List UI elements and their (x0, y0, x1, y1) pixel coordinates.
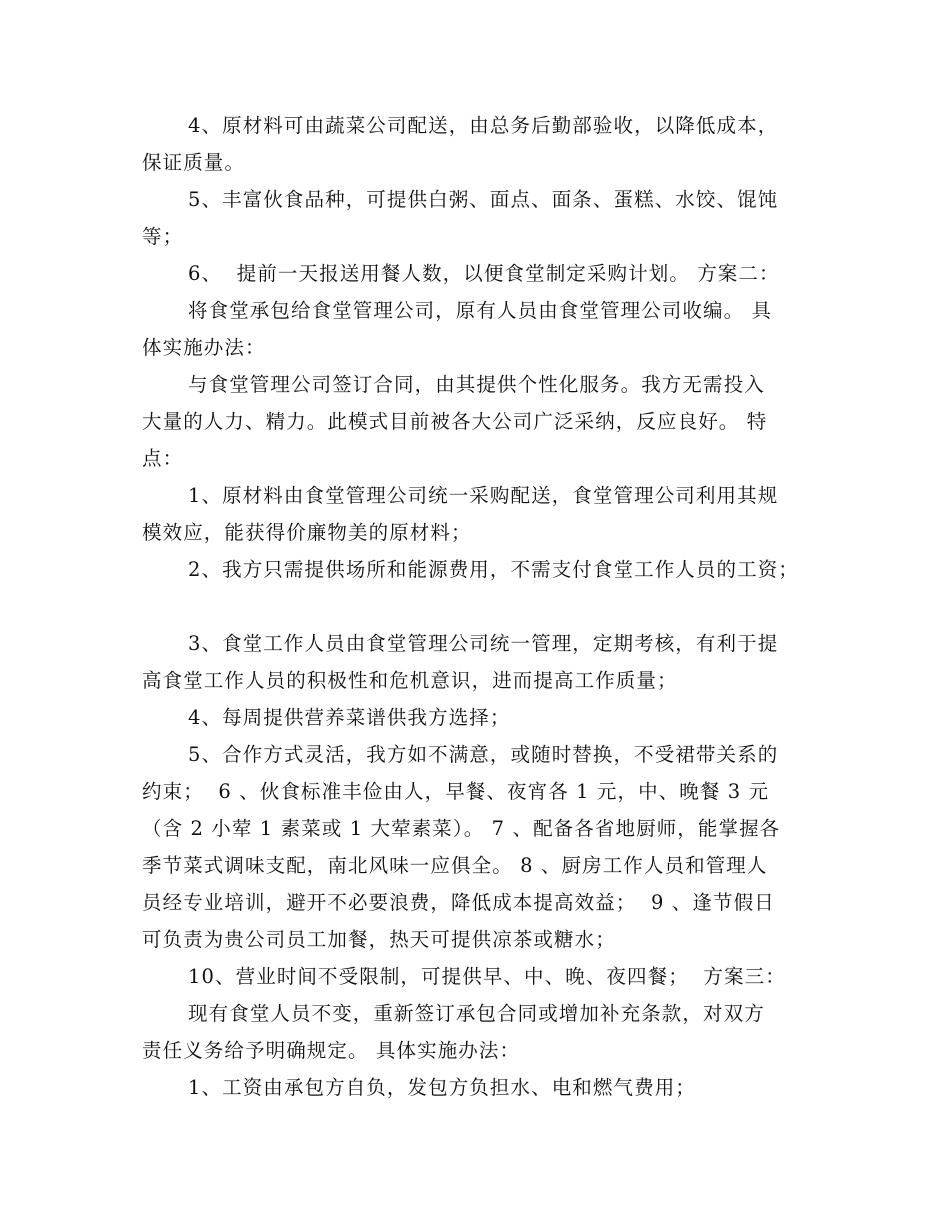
text-line: 季节菜式调味支配，南北风味一应俱全。 8 、厨房工作人员和管理人 (142, 854, 768, 877)
text-line: 4、每周提供营养菜谱供我方选择； (188, 706, 511, 729)
text-line: 体实施办法： (142, 336, 266, 359)
text-line: 5、丰富伙食品种，可提供白粥、面点、面条、蛋糕、水饺、馄饨 (188, 188, 779, 211)
text-line: 2、我方只需提供场所和能源费用，不需支付食堂工作人员的工资； (188, 558, 799, 581)
text-line: 6、 提前一天报送用餐人数，以便食堂制定采购计划。 方案二： (188, 262, 780, 285)
text-line: 模效应，能获得价廉物美的原材料； (142, 521, 472, 544)
text-line: 大量的人力、精力。此模式目前被各大公司广泛采纳，反应良好。 特 (142, 410, 768, 433)
text-line: 5、合作方式灵活，我方如不满意，或随时替换，不受裙带关系的 (188, 743, 779, 766)
text-line: 3、食堂工作人员由食堂管理公司统一管理，定期考核，有利于提 (188, 632, 779, 655)
text-line: 1、工资由承包方自负，发包方负担水、电和燃气费用； (188, 1076, 696, 1099)
text-line: 约束； 6 、伙食标准丰俭由人，早餐、夜宵各 1 元，中、晚餐 3 元 (142, 780, 770, 803)
text-line: 可负责为贵公司员工加餐，热天可提供凉茶或糖水； (142, 928, 616, 951)
text-line: （含 2 小荤 1 素菜或 1 大荤素菜）。 7 、配备各省地厨师，能掌握各 (142, 817, 781, 840)
text-line: 高食堂工作人员的积极性和危机意识，进而提高工作质量； (142, 669, 678, 692)
text-line: 保证质量。 (142, 151, 246, 174)
text-line: 1、原材料由食堂管理公司统一采购配送，食堂管理公司利用其规 (188, 484, 779, 507)
text-line: 4、原材料可由蔬菜公司配送，由总务后勤部验收，以降低成本， (188, 114, 779, 137)
text-line: 现有食堂人员不变，重新签订承包合同或增加补充条款，对双方 (188, 1002, 765, 1025)
text-line: 与食堂管理公司签订合同，由其提供个性化服务。我方无需投入 (188, 373, 765, 396)
text-line: 10、营业时间不受限制，可提供早、中、晚、夜四餐； 方案三： (188, 965, 786, 988)
text-line: 员经专业培训，避开不必要浪费，降低成本提高效益； 9 、逢节假日 (142, 891, 775, 914)
text-line: 责任义务给予明确规定。 具体实施办法： (142, 1039, 521, 1062)
text-line: 将食堂承包给食堂管理公司，原有人员由食堂管理公司收编。 具 (188, 299, 773, 322)
text-line: 点： (142, 447, 184, 470)
text-line: 等； (142, 225, 184, 248)
